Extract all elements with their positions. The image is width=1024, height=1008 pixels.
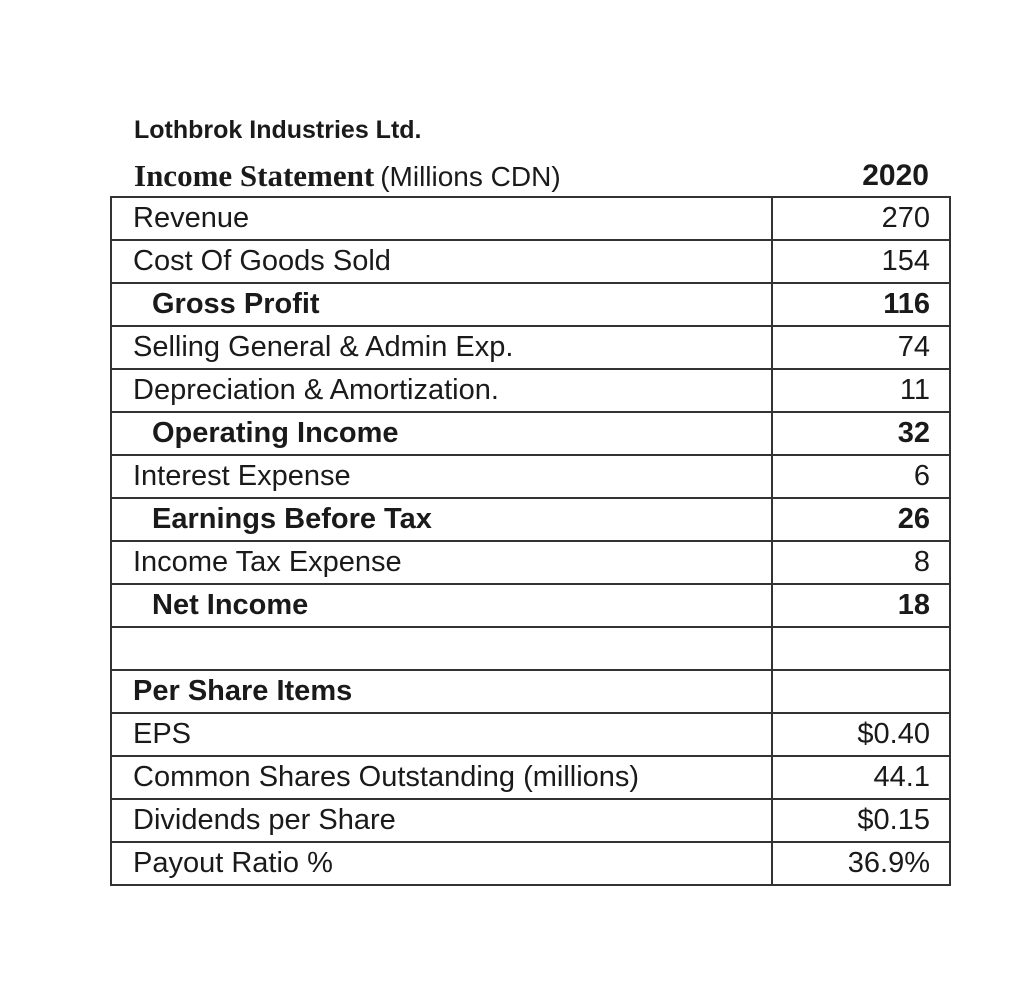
row-value: $0.15	[772, 799, 950, 842]
row-value: 116	[772, 283, 950, 326]
table-row	[111, 240, 950, 283]
row-label: Net Income	[111, 584, 772, 627]
subtotal-row	[111, 498, 950, 541]
row-value	[772, 627, 950, 670]
statement-units: (Millions CDN)	[380, 161, 561, 192]
income-statement-table	[110, 196, 951, 886]
row-label: Revenue	[111, 197, 772, 240]
row-label: Common Shares Outstanding (millions)	[111, 756, 772, 799]
row-value: 154	[772, 240, 950, 283]
row-label: Interest Expense	[111, 455, 772, 498]
row-label: Depreciation & Amortization.	[111, 369, 772, 412]
row-label: Dividends per Share	[111, 799, 772, 842]
row-value: 36.9%	[772, 842, 950, 885]
subtotal-row	[111, 283, 950, 326]
row-value: 44.1	[772, 756, 950, 799]
row-value: 270	[772, 197, 950, 240]
row-label: Earnings Before Tax	[111, 498, 772, 541]
subtotal-row	[111, 412, 950, 455]
row-value: 32	[772, 412, 950, 455]
row-value: 11	[772, 369, 950, 412]
row-label: Cost Of Goods Sold	[111, 240, 772, 283]
row-value	[772, 670, 950, 713]
table-row	[111, 326, 950, 369]
row-value: $0.40	[772, 713, 950, 756]
row-label: Selling General & Admin Exp.	[111, 326, 772, 369]
row-label: Payout Ratio %	[111, 842, 772, 885]
row-label: Gross Profit	[111, 283, 772, 326]
row-label: Income Tax Expense	[111, 541, 772, 584]
section-label: Per Share Items	[111, 670, 772, 713]
row-value: 8	[772, 541, 950, 584]
year-header: 2020	[862, 159, 929, 192]
statement-title	[134, 156, 561, 196]
table-row	[111, 541, 950, 584]
row-label: Operating Income	[111, 412, 772, 455]
statement-title-text: Income Statement	[134, 158, 375, 193]
table-row	[111, 369, 950, 412]
table-row	[111, 799, 950, 842]
spacer-row	[111, 627, 950, 670]
table-row	[111, 455, 950, 498]
row-label: EPS	[111, 713, 772, 756]
row-value: 26	[772, 498, 950, 541]
row-value: 74	[772, 326, 950, 369]
row-value: 6	[772, 455, 950, 498]
subtotal-row	[111, 584, 950, 627]
company-name: Lothbrok Industries Ltd.	[134, 116, 422, 144]
table-row	[111, 713, 950, 756]
section-header-row	[111, 670, 950, 713]
table-row	[111, 197, 950, 240]
row-label	[111, 627, 772, 670]
table-row	[111, 756, 950, 799]
table-row	[111, 842, 950, 885]
row-value: 18	[772, 584, 950, 627]
